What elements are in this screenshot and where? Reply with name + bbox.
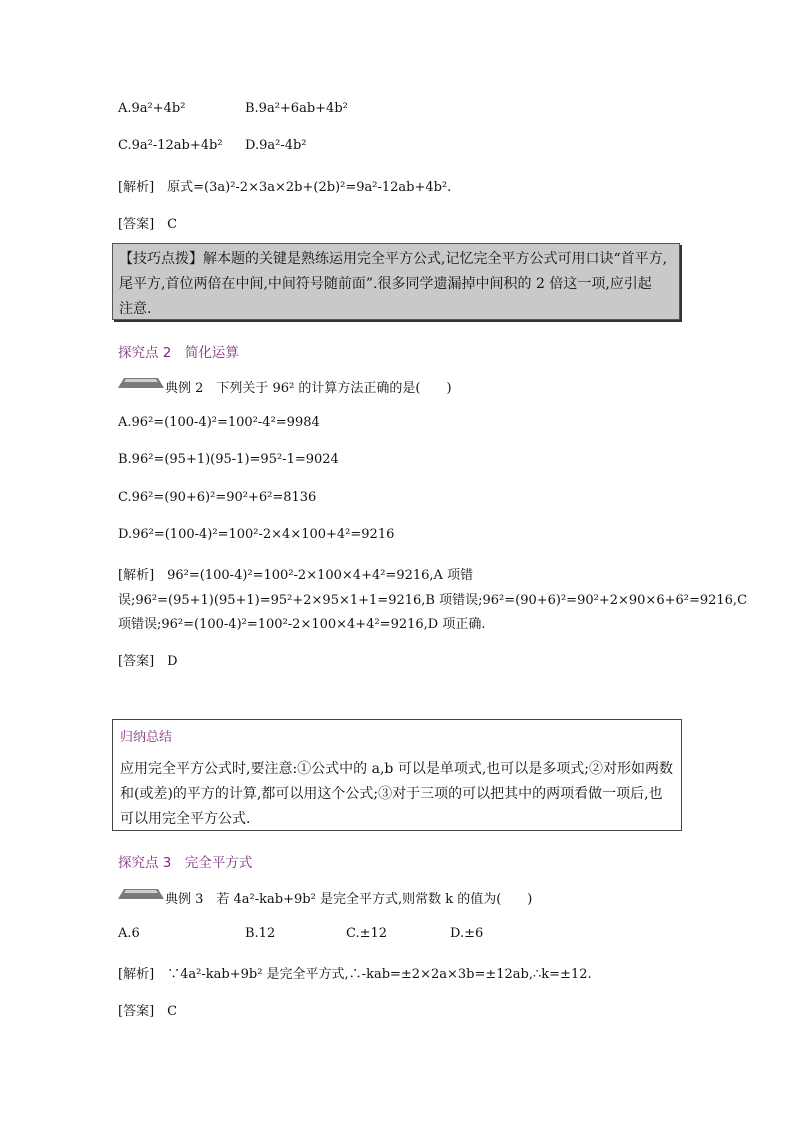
ex2-analysis-line-3: 项错误;96²=(100-4)²=100²-2×100×4+4²=9216,D 项正确. [118,617,486,632]
ex3-option-c: C.±12 [346,926,388,941]
ex2-answer: [答案] D [118,654,178,669]
section-2-title: 探究点 2 简化运算 [118,345,239,361]
tip-line-3: 注意. [119,301,152,317]
example-3-question: 典例 3 若 4a²-kab+9b² 是完全平方式,则常数 k 的值为( ) [165,892,533,907]
q1-option-b: B.9a²+6ab+4b² [245,101,348,116]
section-3-title: 探究点 3 完全平方式 [118,855,253,871]
ex3-option-a: A.6 [118,926,140,941]
ex2-option-b: B.96²=(95+1)(95-1)=95²-1=9024 [118,452,339,467]
summary-line-3: 可以用完全平方公式. [120,811,251,827]
example-3-marker-icon [118,889,164,899]
ex3-option-d: D.±6 [450,926,484,941]
tip-box [112,243,680,320]
example-2-marker-icon [118,378,164,388]
summary-box [112,719,682,831]
q1-option-d: D.9a²-4b² [245,138,307,153]
example-2-question: 典例 2 下列关于 96² 的计算方法正确的是( ) [165,381,452,396]
summary-line-1: 应用完全平方公式时,要注意:①公式中的 a,b 可以是单项式,也可以是多项式;②对形如两数 [120,761,673,777]
tip-line-2: 尾平方,首位两倍在中间,中间符号随前面”.很多同学遗漏掉中间积的 2 倍这一项,应引起 [119,276,652,292]
ex2-analysis-line-1: [解析] 96²=(100-4)²=100²-2×100×4+4²=9216,A 项错 [118,568,474,583]
ex2-analysis-line-2: 误;96²=(95+1)(95+1)=95²+2×95×1+1=9216,B 项错误;96²=(90+6)²=90²+2×90×6+6²=9216,C [118,593,748,608]
summary-line-2: 和(或差)的平方的计算,都可以用这个公式;③对于三项的可以把其中的两项看做一项后,也 [120,786,663,802]
ex3-option-b: B.12 [245,926,276,941]
q1-option-c: C.9a²-12ab+4b² [118,138,223,153]
ex2-option-d: D.96²=(100-4)²=100²-2×4×100+4²=9216 [118,527,395,542]
ex2-option-a: A.96²=(100-4)²=100²-4²=9984 [118,415,320,430]
q1-analysis: [解析] 原式=(3a)²-2×3a×2b+(2b)²=9a²-12ab+4b². [118,180,452,195]
summary-title: 归纳总结 [120,730,173,745]
q1-option-a: A.9a²+4b² [118,101,186,116]
ex3-analysis: [解析] ∵4a²-kab+9b² 是完全平方式,∴-kab=±2×2a×3b=±12ab,∴k=±12. [118,967,592,982]
q1-answer: [答案] C [118,217,178,232]
ex2-option-c: C.96²=(90+6)²=90²+6²=8136 [118,490,317,505]
ex3-answer: [答案] C [118,1004,178,1019]
tip-line-1: 【技巧点拨】解本题的关键是熟练运用完全平方公式,记忆完全平方公式可用口诀“首平方, [119,251,668,267]
